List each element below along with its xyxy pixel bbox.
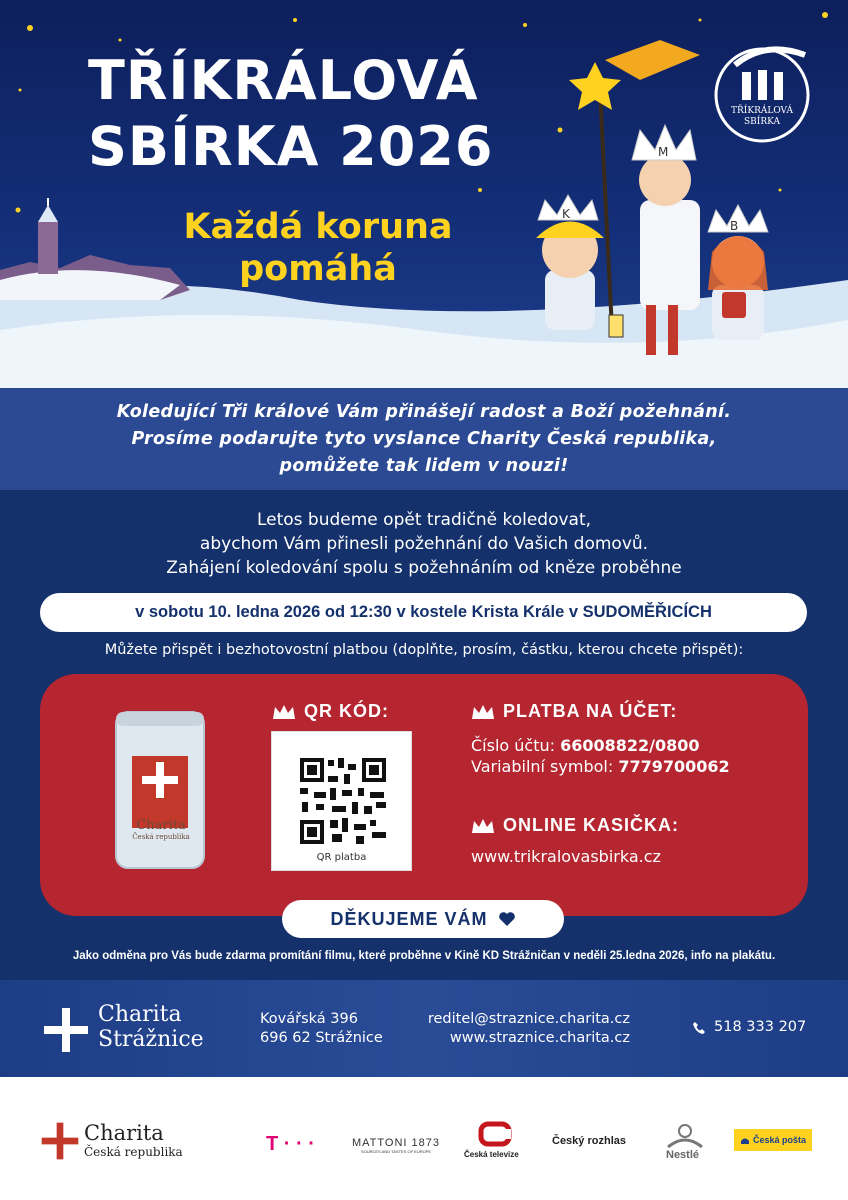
heart-icon <box>498 911 516 927</box>
charita-cr-cross-icon <box>40 1121 80 1161</box>
account-details: Číslo účtu: 66008822/0800 Variabilní symbol: 7779700062 <box>471 736 730 776</box>
can-label: Charita Česká republika <box>132 818 190 841</box>
slogan: Každá koruna pomáhá <box>183 207 453 289</box>
posta-horn-icon <box>740 1136 750 1145</box>
qr-code-card[interactable] <box>271 731 412 871</box>
main-title: TŘÍKRÁLOVÁ SBÍRKA 2026 <box>88 49 494 178</box>
phone-icon <box>692 1021 706 1035</box>
qr-caption: QR platba <box>316 852 367 863</box>
logo-mattoni: MATTONI 1873 SOURCES AND TASTES OF EUROPE <box>352 1137 441 1154</box>
event-date-pill: v sobotu 10. ledna 2026 od 12:30 v kostele Krista Krále v SUDOMĚŘICÍCH <box>40 593 807 632</box>
email-link[interactable]: reditel@straznice.charita.cz <box>427 1011 630 1027</box>
crown-letter: M <box>658 145 669 159</box>
web-contacts <box>420 1010 630 1048</box>
intro-text: Letos budeme opět tradičně koledovat, abychom Vám přinesli požehnání do Vašich domovů. Zahájení koledování spolu s požehnáním od kněze proběhne <box>166 510 682 578</box>
qr-heading: QR KÓD: <box>272 701 389 722</box>
thanks-pill: DĚKUJEME VÁM <box>282 900 564 938</box>
crown-icon <box>471 818 495 834</box>
crown-icon <box>471 704 495 720</box>
crown-letter: B <box>730 219 739 233</box>
sbirka-badge: TŘÍKRÁLOVÁ SBÍRKA <box>731 106 793 127</box>
crown-icon <box>272 704 296 720</box>
org-name: Charita Strážnice <box>98 1002 204 1052</box>
address: Kovářská 396 696 62 Strážnice <box>260 1011 383 1046</box>
logo-posta: Česká pošta <box>734 1129 812 1151</box>
charita-cross-icon <box>42 1006 90 1054</box>
reward-note: Jako odměna pro Vás bude zdarma promítání filmu, které proběhne v Kině KD Strážničan v neděli 25.ledna 2026, info na plakátu. <box>72 950 776 962</box>
payment-note: Můžete přispět i bezhotovostní platbou (doplňte, prosím, částku, kterou chcete přispět): <box>104 642 744 658</box>
logo-telekom: T · · · <box>266 1133 315 1155</box>
account-heading: PLATBA NA ÚČET: <box>471 701 677 722</box>
online-heading: ONLINE KASIČKA: <box>471 815 679 836</box>
donation-can-illustration <box>112 706 208 872</box>
contact-footer <box>0 980 848 1077</box>
blessing-band: Koledující Tři králové Vám přinášejí radost a Boží požehnání. Prosíme podarujte tyto vyslance Charity Česká republika, pomůžete tak lidem v nouzi! <box>0 388 848 490</box>
crown-letter: K <box>562 207 570 221</box>
online-kasicka-link[interactable]: www.trikralovasbirka.cz <box>471 847 661 866</box>
logo-charita-cr: Charita Česká republika <box>84 1121 183 1159</box>
sponsor-logos <box>0 1077 848 1200</box>
logo-nestle: Nestlé <box>666 1149 700 1161</box>
hero-illustration <box>0 0 848 395</box>
website-link[interactable]: www.straznice.charita.cz <box>449 1030 630 1046</box>
account-number[interactable]: 66008822/0800 <box>560 736 700 755</box>
nestle-nest-icon <box>664 1119 706 1151</box>
qr-code-icon <box>272 732 413 852</box>
variable-symbol[interactable]: 7779700062 <box>618 757 730 776</box>
ct-logo-icon <box>478 1121 512 1147</box>
logo-rozhlas: Český rozhlas <box>552 1135 626 1147</box>
logo-ct: Česká televize <box>464 1150 519 1159</box>
phone[interactable]: 518 333 207 <box>692 1018 806 1037</box>
